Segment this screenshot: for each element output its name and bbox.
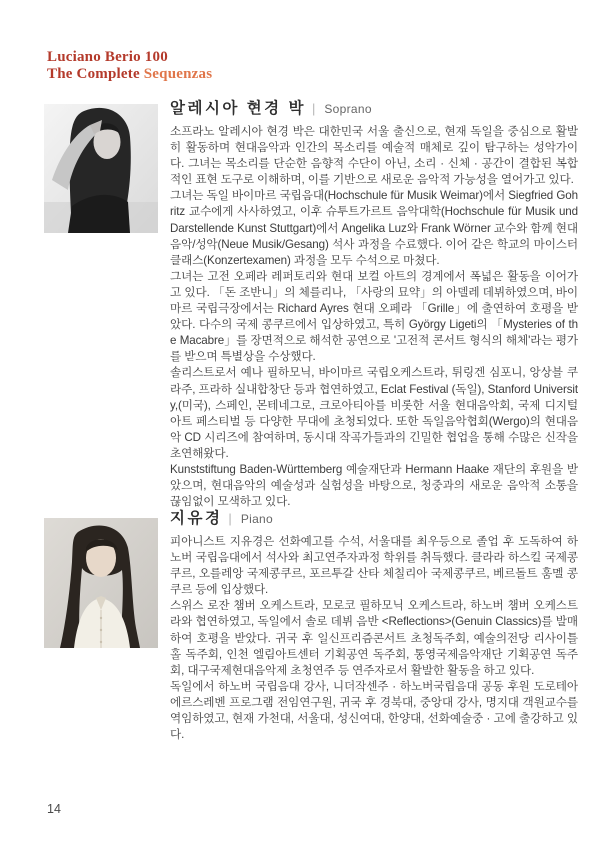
series-title-line1: Luciano Berio 100 — [47, 49, 168, 65]
pianist-section — [170, 506, 578, 743]
artist-name: 알레시아 현경 박 — [170, 100, 306, 117]
bio-paragraph: 독일에서 하노버 국립음대 강사, 니더작센주 · 하노버국립음대 공동 후원 도로테아 에르스레벤 프로그램 전임연구원, 귀국 후 경북대, 중앙대 강사, 명지대 객원교수를 역임하였고, 현재 가천대, 서울대, 성신여대, 한양대, 선화예술중 · 고에 출강하고 있다. — [170, 679, 578, 742]
artist-role: Soprano — [324, 102, 372, 116]
bio-paragraph: 솔리스트로서 예나 필하모닉, 바이마르 국립오케스트라, 튀링겐 심포니, 앙상블 쿠라주, 프라하 실내합창단 등과 협연하였고, Eclat Festival (독일), Stanford University,(미국), 스페인, 몬테네그로, 크로아티아를 비롯한 서울 현대음악회, 국제 디지털아트 페스티벌 등 다양한 무대에 초청되었다. 또한 독일음악협회(Wergo)의 현대음악 CD 시리즈에 참여하며, 동시대 작곡가들과의 긴밀한 협업을 통해 수많은 신작을 초연해왔다. — [170, 366, 578, 460]
page-number: 14 — [47, 802, 61, 816]
soprano-bio — [170, 124, 578, 510]
pianist-photo — [44, 518, 158, 648]
bio-paragraph: 스위스 로잔 챔버 오케스트라, 모로코 필하모닉 오케스트라, 하노버 챔버 오케스트라와 협연하였고, 독일에서 솔로 데뷔 음반 <Reflections>(Genuin Classics)를 발매하여 호평을 받았다. 귀국 후 일신프리즘콘서트 초청독주회, 예술의전당 리사이틀홀 독주회, 인천 엘림아트센터 기획공연 독주회, 통영국제음악재단 기획공연 독주회, 대구국제현대음악제 초청연주 등 연주자로서 활발한 활동을 하고 있다. — [170, 599, 578, 677]
series-title-line2 — [47, 66, 212, 83]
soprano-section — [170, 96, 578, 510]
soprano-name-row — [170, 96, 578, 118]
pianist-name-row — [170, 506, 578, 528]
name-role-separator: | — [311, 101, 316, 116]
series-title-line2-light: Sequenzas — [143, 66, 213, 82]
bio-paragraph: 피아니스트 지유경은 선화예고를 수석, 서울대를 최우등으로 졸업 후 도독하여 하노버 국립음대에서 석사와 최고연주자과정 학위를 취득했다. 클라라 하스킬 국제콩쿠르, 오를레앙 국제콩쿠르, 포르투갈 산타 체칠리아 국제콩쿠르, 베르돌트 훔멜 콩쿠르 등에 입상했다. — [170, 535, 578, 597]
series-title — [47, 49, 212, 83]
artist-role: Piano — [240, 512, 274, 526]
bio-paragraph: Kunststiftung Baden-Württemberg 예술재단과 Hermann Haake 재단의 후원을 받았으며, 현대음악의 예술성과 실험성을 바탕으로, 청중과의 새로운 음악적 소통을 끊임없이 모색하고 있다. — [170, 462, 578, 509]
bio-paragraph: 그녀는 독일 바이마르 국립음대(Hochschule für Musik Weimar)에서 Siegfried Gohritz 교수에게 사사하였고, 이후 슈투트가르트 음악대학(Hochschule für Musik und Darstellende Kunst Stuttgart)에서 Angelika Luz와 Frank Wörner 교수와 함께 현대음악/성악(Neue Musik/Gesang) 석사 과정을 수료했다. 이어 같은 학교의 마이스터 클래스(Konzertexamen) 과정을 모두 수석으로 마쳤다. — [170, 189, 578, 267]
soprano-photo — [44, 104, 158, 233]
series-title-line2-dark: The Complete — [47, 66, 140, 82]
artist-name: 지유경 — [170, 510, 223, 527]
name-role-separator: | — [228, 511, 232, 526]
bio-paragraph: 그녀는 고전 오페라 레퍼토리와 현대 보컬 아트의 경계에서 폭넓은 활동을 이어가고 있다. 「돈 조반니」의 체를리나, 「사랑의 묘약」의 아델레 데뷔하였으며, 바이마르 국립극장에서는 Richard Ayres 현대 오페라 「Grille」에 출연하여 호평을 받았다. 다수의 국제 콩쿠르에서 입상하였고, 특히 György Ligeti의 「Mysteries of the Macabre」를 장면적으로 해석한 공연으로 '고전적 콘서트 형식의 해체'라는 평가를 받으며 특별상을 수상했다. — [170, 269, 578, 364]
pianist-bio — [170, 534, 578, 743]
bio-paragraph: 소프라노 알레시아 현경 박은 대한민국 서울 출신으로, 현재 독일을 중심으로 활발히 활동하며 현대음악과 인간의 목소리를 예술적 매체로 깊이 탐구하는 성악가이다. 그녀는 목소리를 단순한 음향적 수단이 아닌, 소리 · 신체 · 공간이 결합된 복합적인 표현 도구로 이해하며, 이를 기반으로 새로운 음악적 가능성을 열어가고 있다. — [170, 125, 578, 187]
